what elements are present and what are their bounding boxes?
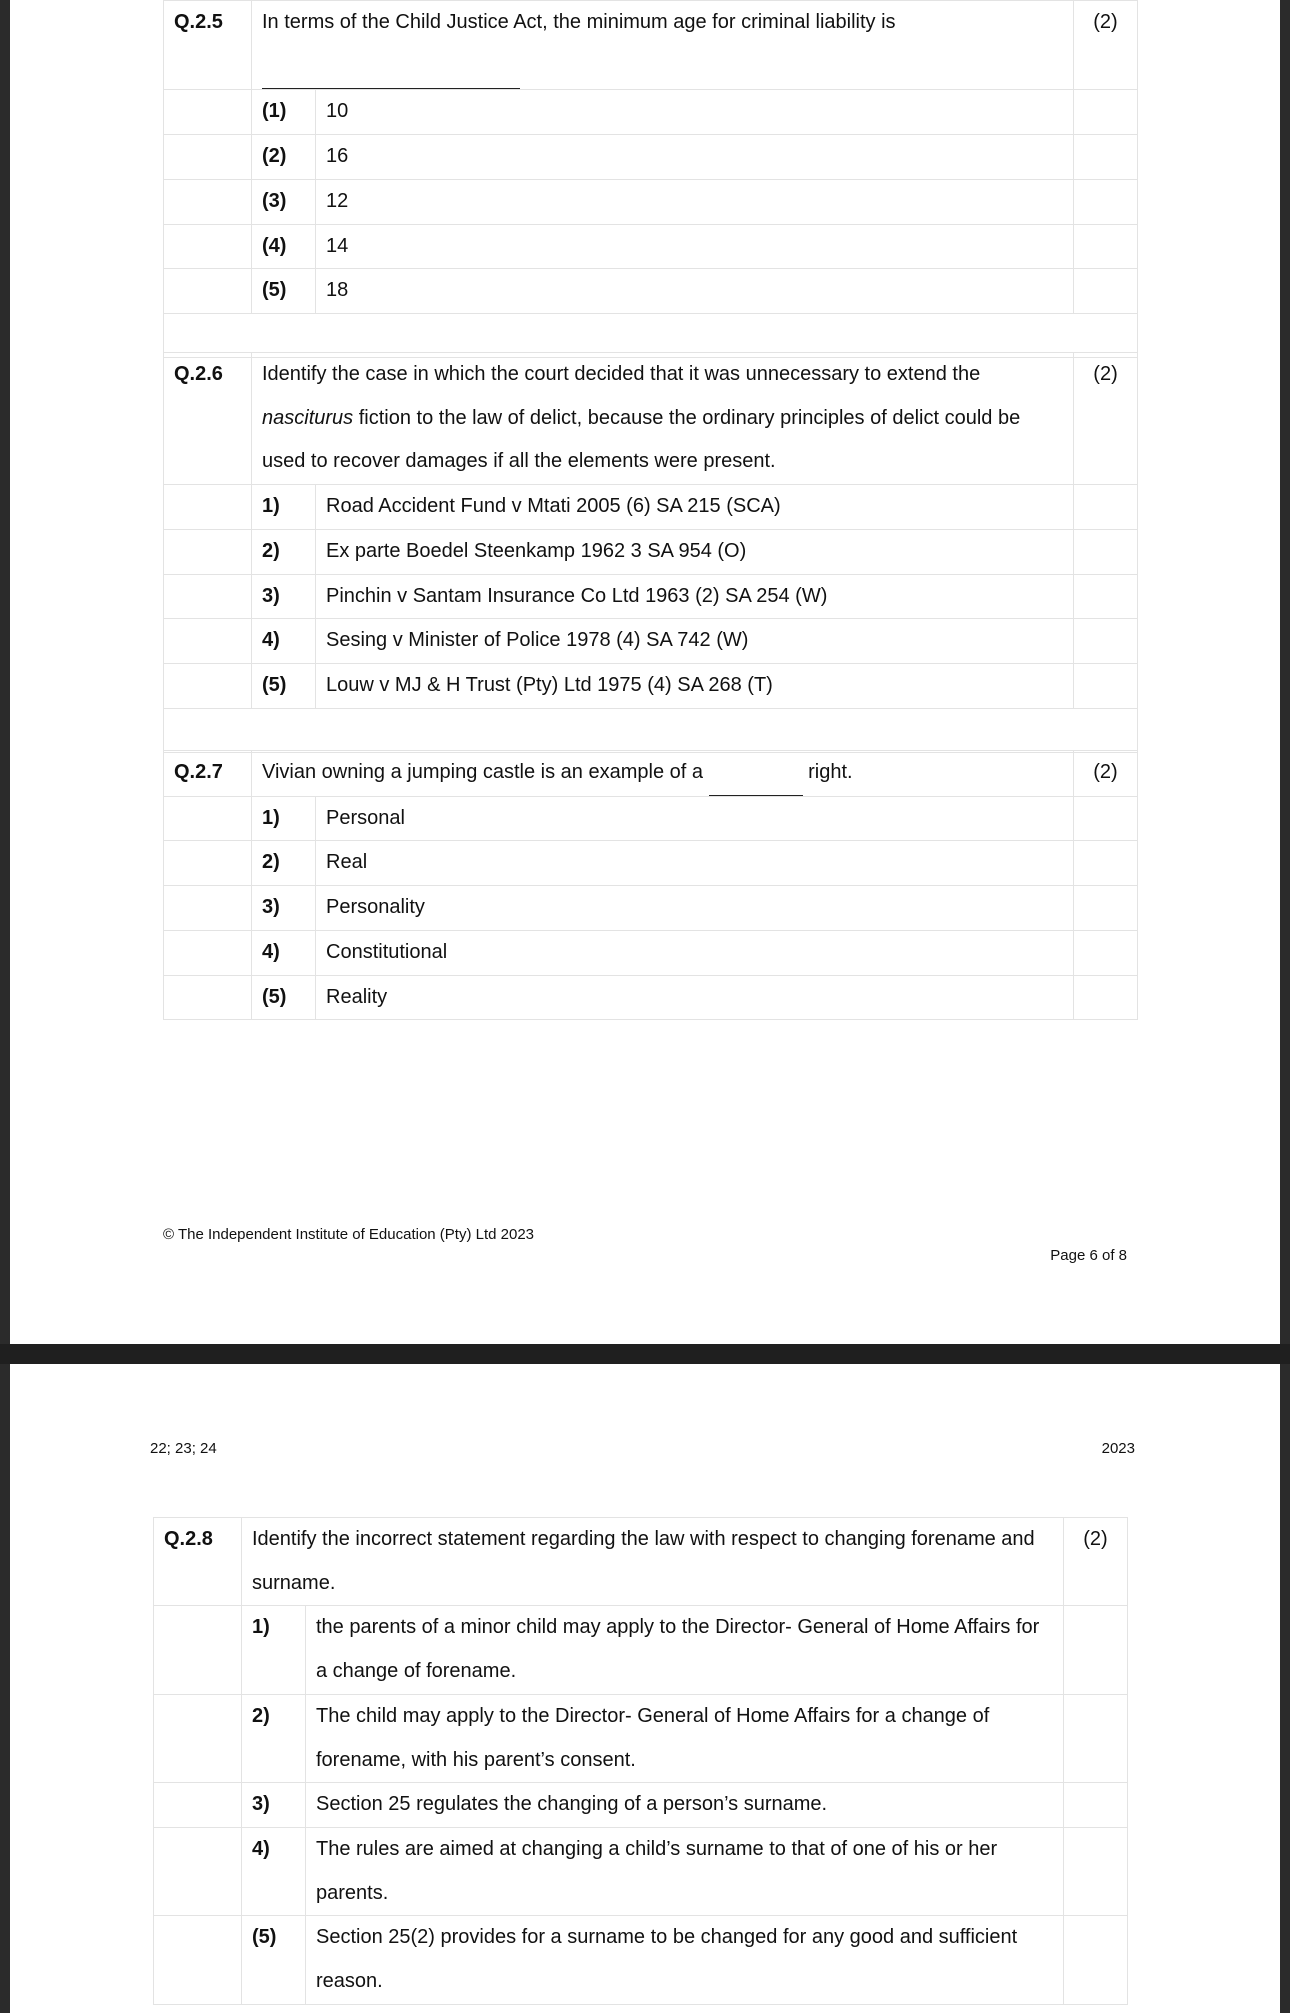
option-label: 4) [252, 930, 316, 975]
option-text: Real [316, 841, 1074, 886]
option-row [164, 796, 1138, 841]
question-stem [252, 353, 1074, 485]
question-stem-text: Vivian owning a jumping castle is an example of a [262, 761, 703, 783]
question-number: Q.2.5 [164, 1, 252, 90]
option-label: (4) [252, 224, 316, 269]
option-text: 18 [316, 269, 1074, 314]
option-text: Section 25(2) provides for a surname to be changed for any good and sufficient reason. [306, 1916, 1064, 2004]
page-number: Page 6 of 8 [1050, 1247, 1127, 1264]
question-table-q2-6 [163, 352, 1138, 753]
option-text: Ex parte Boedel Steenkamp 1962 3 SA 954 (O) [316, 529, 1074, 574]
question-mark: (2) [1074, 751, 1138, 797]
option-label: 1) [242, 1606, 306, 1694]
question-number: Q.2.6 [164, 353, 252, 485]
question-number: Q.2.8 [154, 1518, 242, 1606]
question-stem-row [164, 1, 1138, 90]
option-label: 3) [252, 574, 316, 619]
italic-term: nasciturus [262, 406, 354, 429]
question-table-q2-7 [163, 750, 1138, 1020]
option-text: Personality [316, 886, 1074, 931]
option-text: Constitutional [316, 930, 1074, 975]
option-row [164, 663, 1138, 708]
question-table-q2-5 [163, 0, 1138, 358]
option-text: Reality [316, 975, 1074, 1020]
option-row [164, 269, 1138, 314]
option-row [164, 90, 1138, 135]
option-row [164, 975, 1138, 1020]
option-text: Road Accident Fund v Mtati 2005 (6) SA 215 (SCA) [316, 485, 1074, 530]
option-label: 4) [252, 619, 316, 664]
option-label: (5) [252, 975, 316, 1020]
option-label: (5) [252, 269, 316, 314]
page-gap [0, 1344, 1290, 1364]
option-text: 10 [316, 90, 1074, 135]
option-label: 2) [242, 1694, 306, 1782]
header-year: 2023 [1101, 1440, 1135, 1457]
option-label: 4) [242, 1827, 306, 1915]
option-row [154, 1694, 1128, 1782]
question-mark: (2) [1064, 1518, 1128, 1606]
option-row [164, 886, 1138, 931]
option-text: the parents of a minor child may apply to the Director- General of Home Affairs for a change of forename. [306, 1606, 1064, 1694]
option-row [154, 1916, 1128, 2004]
option-text: Louw v MJ & H Trust (Pty) Ltd 1975 (4) SA 268 (T) [316, 663, 1074, 708]
question-number: Q.2.7 [164, 751, 252, 797]
option-text: 14 [316, 224, 1074, 269]
option-row [164, 179, 1138, 224]
answer-blank [709, 751, 803, 796]
question-stem [252, 751, 1074, 797]
option-text: Personal [316, 796, 1074, 841]
question-mark: (2) [1074, 353, 1138, 485]
question-stem-row [154, 1518, 1128, 1606]
option-row [164, 619, 1138, 664]
option-label: (5) [242, 1916, 306, 2004]
option-row [164, 930, 1138, 975]
header-left-text: 22; 23; 24 [150, 1440, 217, 1457]
answer-blank [262, 45, 520, 90]
option-row [154, 1606, 1128, 1694]
spacer-row [164, 313, 1138, 357]
option-label: (3) [252, 179, 316, 224]
question-stem-text: In terms of the Child Justice Act, the minimum age for criminal liability is [262, 11, 896, 33]
option-label: 2) [252, 841, 316, 886]
option-row [164, 485, 1138, 530]
option-row [164, 135, 1138, 180]
option-row [164, 574, 1138, 619]
spacer-row [164, 708, 1138, 752]
option-row [164, 841, 1138, 886]
question-stem-text-cont: right. [808, 761, 853, 783]
option-label: 1) [252, 796, 316, 841]
copyright-footer: © The Independent Institute of Education (Pty) Ltd 2023 [163, 1226, 535, 1243]
option-text: Sesing v Minister of Police 1978 (4) SA 742 (W) [316, 619, 1074, 664]
option-row [164, 224, 1138, 269]
option-label: (1) [252, 90, 316, 135]
option-row [154, 1783, 1128, 1828]
question-stem: Identify the incorrect statement regarding the law with respect to changing forename and surname. [242, 1518, 1064, 1606]
document-page-6 [10, 0, 1280, 1344]
question-stem-row [164, 353, 1138, 485]
option-text: 12 [316, 179, 1074, 224]
option-text: 16 [316, 135, 1074, 180]
option-text: The child may apply to the Director- General of Home Affairs for a change of forename, with his parent’s consent. [306, 1694, 1064, 1782]
option-label: (5) [252, 663, 316, 708]
option-label: 3) [242, 1783, 306, 1828]
question-stem-text: Identify the case in which the court decided that it was unnecessary to extend the [262, 363, 981, 385]
option-row [164, 529, 1138, 574]
option-text: Pinchin v Santam Insurance Co Ltd 1963 (2) SA 254 (W) [316, 574, 1074, 619]
question-stem [252, 1, 1074, 90]
option-row [154, 1827, 1128, 1915]
option-label: 2) [252, 529, 316, 574]
question-mark: (2) [1074, 1, 1138, 90]
option-label: (2) [252, 135, 316, 180]
option-text: Section 25 regulates the changing of a person’s surname. [306, 1783, 1064, 1828]
option-label: 1) [252, 485, 316, 530]
question-table-q2-8 [153, 1517, 1128, 2005]
question-stem-text-cont: fiction to the law of delict, because the ordinary principles of delict could be used to recover damages if all the elements were present. [262, 406, 1021, 473]
option-text: The rules are aimed at changing a child’s surname to that of one of his or her parents. [306, 1827, 1064, 1915]
question-stem-row [164, 751, 1138, 797]
option-label: 3) [252, 886, 316, 931]
